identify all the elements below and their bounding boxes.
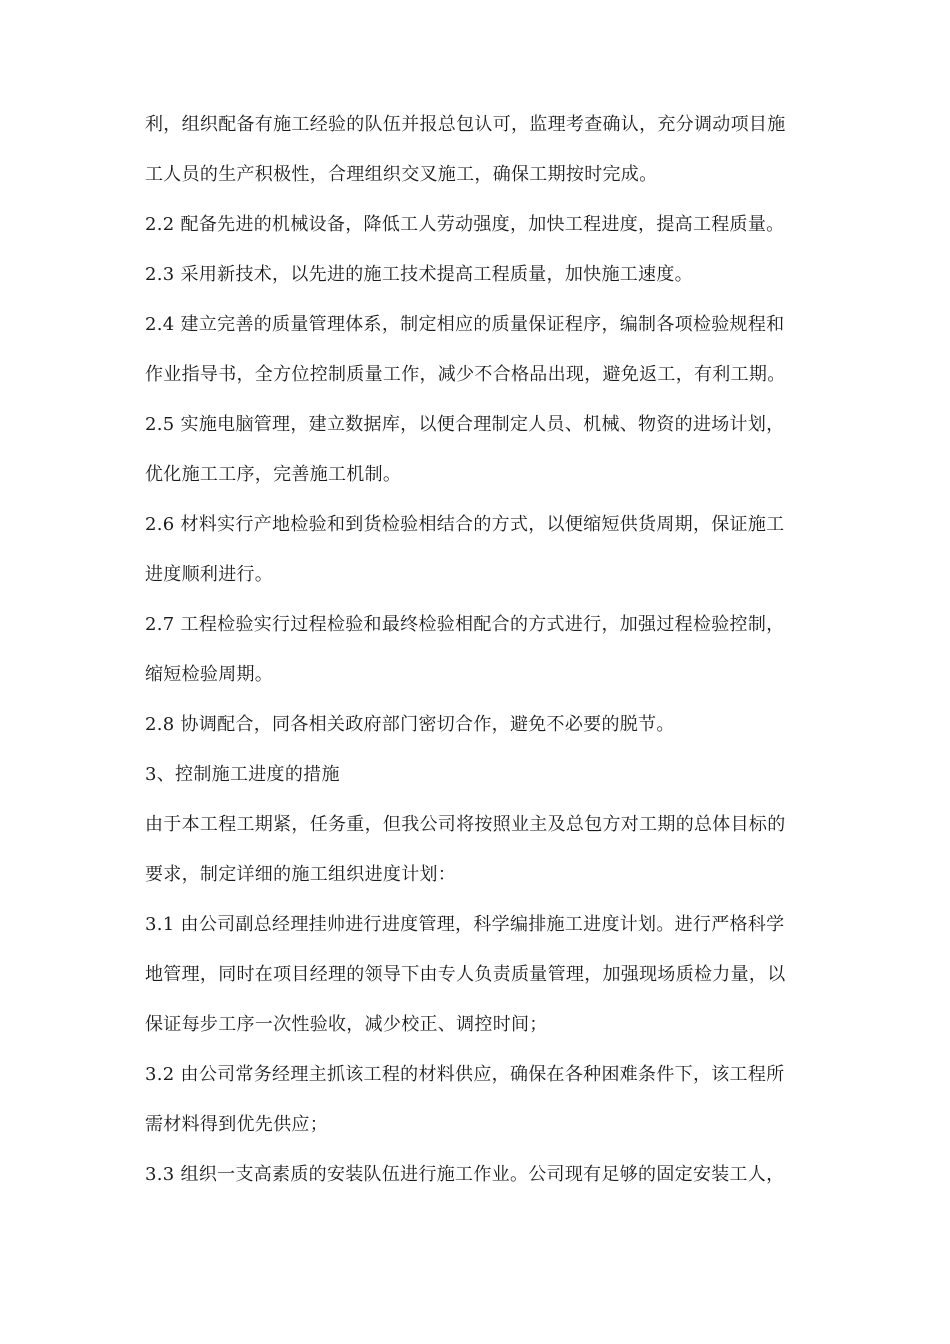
- text-line: 利，组织配备有施工经验的队伍并报总包认可，监理考查确认，充分调动项目施: [145, 114, 786, 135]
- text-line: 2.5 实施电脑管理，建立数据库，以便合理制定人员、机械、物资的进场计划，: [145, 414, 785, 435]
- text-line: 地管理，同时在项目经理的领导下由专人负责质量管理，加强现场质检力量，以: [145, 964, 786, 985]
- text-line: 由于本工程工期紧，任务重，但我公司将按照业主及总包方对工期的总体目标的: [145, 814, 786, 835]
- text-line: 要求，制定详细的施工组织进度计划：: [145, 864, 457, 885]
- text-line: 3.1 由公司副总经理挂帅进行进度管理，科学编排施工进度计划。进行严格科学: [145, 914, 785, 935]
- text-line: 2.2 配备先进的机械设备，降低工人劳动强度，加快工程进度，提高工程质量。: [145, 214, 785, 235]
- section-heading: 3、控制施工进度的措施: [145, 764, 340, 785]
- text-line: 3.2 由公司常务经理主抓该工程的材料供应，确保在各种困难条件下，该工程所: [145, 1064, 785, 1085]
- text-line: 2.8 协调配合，同各相关政府部门密切合作，避免不必要的脱节。: [145, 714, 675, 735]
- text-line: 2.4 建立完善的质量管理体系，制定相应的质量保证程序，编制各项检验规程和: [145, 314, 785, 335]
- text-line: 作业指导书，全方位控制质量工作，减少不合格品出现，避免返工，有利工期。: [145, 364, 786, 385]
- text-line: 3.3 组织一支高素质的安装队伍进行施工作业。公司现有足够的固定安装工人，: [145, 1164, 785, 1185]
- text-line: 需材料得到优先供应；: [145, 1114, 328, 1135]
- text-line: 缩短检验周期。: [145, 664, 274, 685]
- text-line: 优化施工工序，完善施工机制。: [145, 464, 402, 485]
- text-line: 进度顺利进行。: [145, 564, 274, 585]
- text-line: 工人员的生产积极性，合理组织交叉施工，确保工期按时完成。: [145, 164, 658, 185]
- text-line: 保证每步工序一次性验收，减少校正、调控时间；: [145, 1014, 548, 1035]
- text-line: 2.7 工程检验实行过程检验和最终检验相配合的方式进行，加强过程检验控制，: [145, 614, 785, 635]
- text-line: 2.6 材料实行产地检验和到货检验相结合的方式，以便缩短供货周期，保证施工: [145, 514, 785, 535]
- text-line: 2.3 采用新技术，以先进的施工技术提高工程质量，加快施工速度。: [145, 264, 693, 285]
